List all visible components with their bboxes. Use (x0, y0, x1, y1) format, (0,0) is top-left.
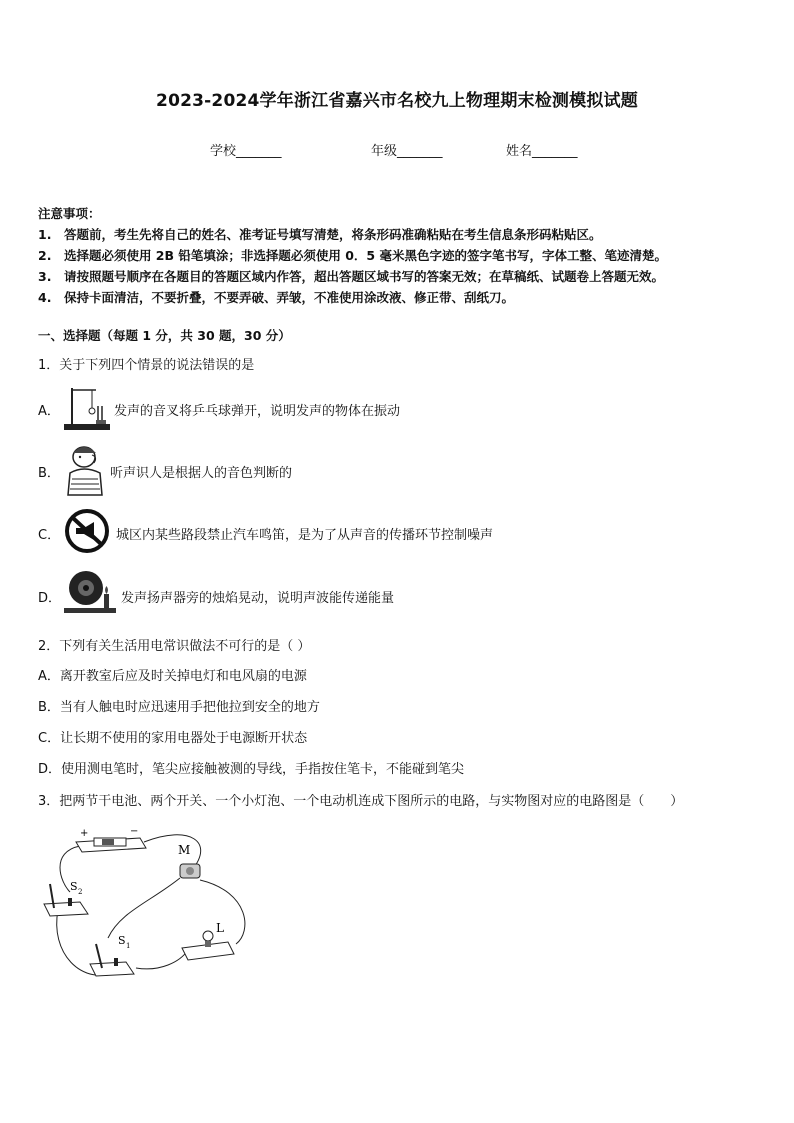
switch-s2-label: S (70, 880, 78, 893)
section-heading: 一、选择题（每题 1 分，共 30 题，30 分） (38, 328, 291, 343)
no-horn-sign-icon (62, 508, 112, 554)
listening-person-icon (62, 443, 108, 497)
page-title: 2023-2024学年浙江省嘉兴市名校九上物理期末检测模拟试题 (156, 91, 638, 111)
q1-option-d-text: 发声扬声器旁的烛焰晃动，说明声波能传递能量 (121, 591, 395, 606)
q2-option-a: A．离开教室后应及时关掉电灯和电风扇的电源 (38, 669, 307, 684)
motor (180, 864, 200, 878)
battery (76, 838, 146, 852)
q1-option-b-label: B． (38, 466, 60, 481)
motor-label: M (178, 843, 191, 857)
battery-plus-label: + (80, 828, 89, 839)
q1-option-d-label: D． (38, 591, 62, 606)
battery-minus-label: − (130, 826, 139, 837)
switch-s1-label: S (118, 934, 126, 947)
switch-s2-subscript: 2 (78, 888, 83, 896)
q2-option-c: C．让长期不使用的家用电器处于电源断开状态 (38, 731, 308, 746)
notice-item: 1. 答题前，考生先将自己的姓名、准考证号填写清楚，将条形码准确粘贴在考生信息条形码粘贴区。 (38, 227, 602, 242)
lamp-label: L (216, 921, 224, 935)
circuit-diagram (40, 822, 250, 992)
notice-block (38, 203, 768, 308)
q2-option-b: B．当有人触电时应迅速用手把他拉到安全的地方 (38, 700, 320, 715)
tuning-fork-icon (62, 384, 112, 434)
q1-option-c-label: C． (38, 528, 61, 543)
notice-item: 4. 保持卡面清洁，不要折叠，不要弄破、弄皱，不准使用涂改液、修正带、刮纸刀。 (38, 290, 514, 305)
notice-item: 2. 选择题必须使用 2B 铅笔填涂；非选择题必须使用 0．5 毫米黑色字迹的签字笔书写，字体工整、笔迹清楚。 (38, 248, 667, 263)
speaker-candle-icon (62, 568, 118, 618)
question-2-stem: 2．下列有关生活用电常识做法不可行的是（ ） (38, 639, 311, 654)
grade-field[interactable]: 年级_______ (371, 144, 443, 159)
notice-heading: 注意事项： (38, 206, 101, 221)
q1-option-a-label: A． (38, 404, 60, 419)
q1-option-a-text: 发声的音叉将乒乓球弹开，说明发声的物体在振动 (114, 404, 401, 419)
q1-option-c-text: 城区内某些路段禁止汽车鸣笛，是为了从声音的传播环节控制噪声 (116, 528, 494, 543)
q2-option-d: D．使用测电笔时，笔尖应接触被测的导线，手指按住笔卡，不能碰到笔尖 (38, 762, 465, 777)
lamp (182, 931, 234, 960)
notice-item: 3. 请按照题号顺序在各题目的答题区域内作答，超出答题区域书写的答案无效；在草稿纸、试题卷上答题无效。 (38, 269, 664, 284)
q1-option-b-text: 听声识人是根据人的音色判断的 (110, 466, 293, 481)
question-3-stem: 3．把两节干电池、两个开关、一个小灯泡、一个电动机连成下图所示的电路，与实物图对应的电路图是（ ） (38, 794, 684, 809)
question-1-stem: 1．关于下列四个情景的说法错误的是 (38, 358, 255, 373)
switch-s1-subscript: 1 (126, 942, 131, 950)
name-field[interactable]: 姓名_______ (506, 144, 578, 159)
school-field[interactable]: 学校_______ (210, 144, 282, 159)
